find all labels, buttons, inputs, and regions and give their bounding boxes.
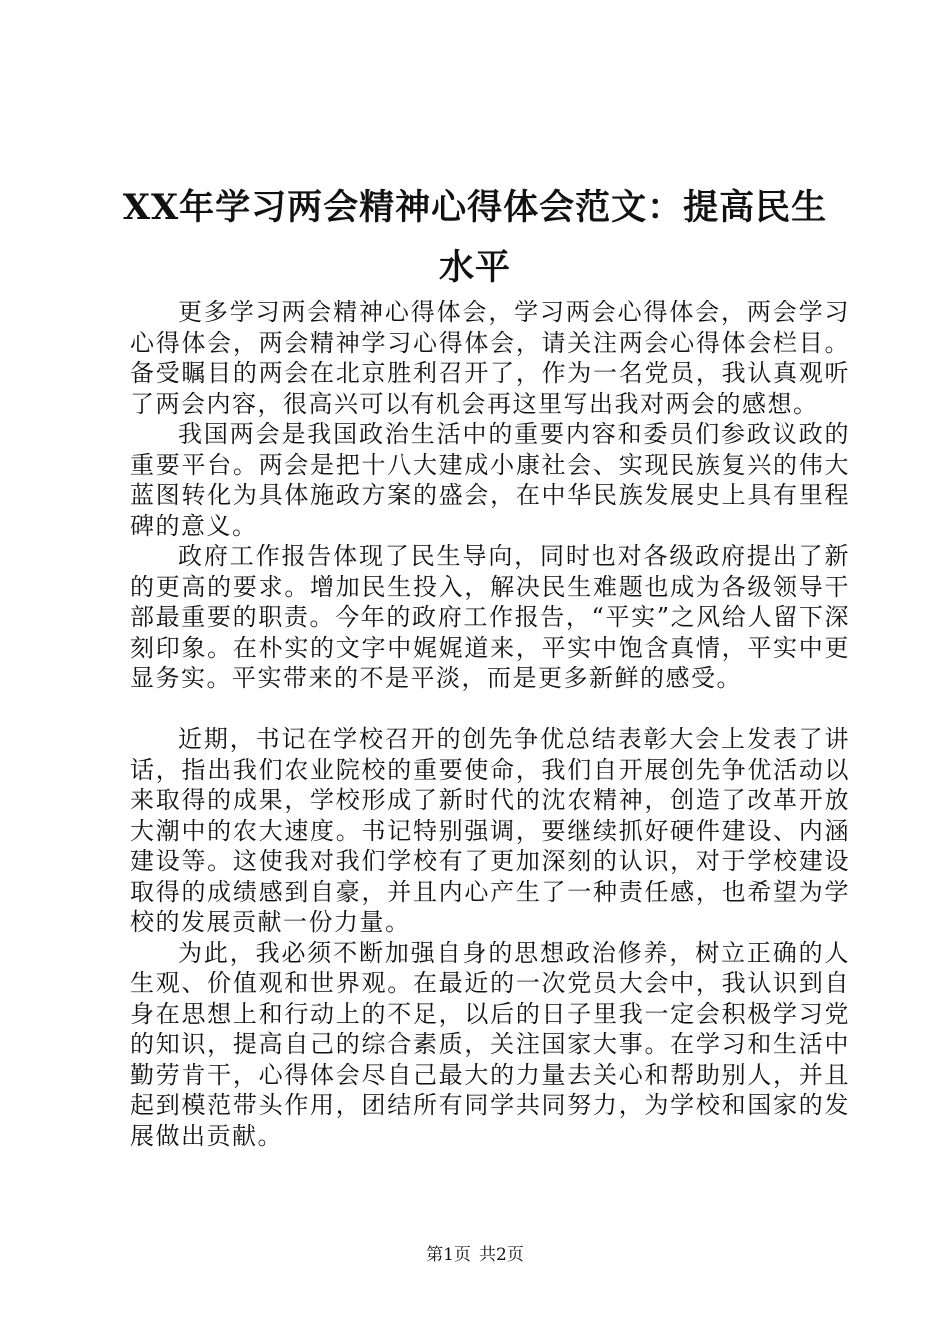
paragraph-2: 我国两会是我国政治生活中的重要内容和委员们参政议政的重要平台。两会是把十八大建成小康社会、实现民族复兴的伟大蓝图转化为具体施政方案的盛会，在中华民族发展史上具有里程碑的意义。 (130, 420, 850, 540)
document-body (130, 297, 850, 1151)
document-title: XX年学习两会精神心得体会范文：提高民生水平 (122, 187, 828, 288)
blank-line (130, 694, 850, 725)
paragraph-3: 政府工作报告体现了民生导向，同时也对各级政府提出了新的更高的要求。增加民生投入，解决民生难题也成为各级领导干部最重要的职责。今年的政府工作报告，“平实”之风给人留下深刻印象。在朴实的文字中娓娓道来，平实中饱含真情，平实中更显务实。平实带来的不是平淡，而是更多新鲜的感受。 (130, 542, 850, 692)
page-number-total: 共2页 (479, 1245, 524, 1265)
paragraph-4: 近期，书记在学校召开的创先争优总结表彰大会上发表了讲话，指出我们农业院校的重要使命，我们自开展创先争优活动以来取得的成果，学校形成了新时代的沈农精神，创造了改革开放大潮中的农大速度。书记特别强调，要继续抓好硬件建设、内涵建设等。这使我对我们学校有了更加深刻的认识，对于学校建设取得的成绩感到自豪，并且内心产生了一种责任感，也希望为学校的发展贡献一份力量。 (130, 725, 850, 936)
paragraph-5: 为此，我必须不断加强自身的思想政治修养，树立正确的人生观、价值观和世界观。在最近的一次党员大会中，我认识到自身在思想上和行动上的不足，以后的日子里我一定会积极学习党的知识，提高自己的综合素质，关注国家大事。在学习和生活中勤劳肯干，心得体会尽自己最大的力量去关心和帮助别人，并且起到模范带头作用，团结所有同学共同努力，为学校和国家的发展做出贡献。 (130, 938, 850, 1150)
page-number-current: 第1页 (426, 1245, 471, 1265)
page-footer (0, 1240, 950, 1265)
paragraph-1: 更多学习两会精神心得体会，学习两会心得体会，两会学习心得体会，两会精神学习心得体会，请关注两会心得体会栏目。备受瞩目的两会在北京胜利召开了，作为一名党员，我认真观听了两会内容，很高兴可以有机会再这里写出我对两会的感想。 (130, 298, 850, 418)
